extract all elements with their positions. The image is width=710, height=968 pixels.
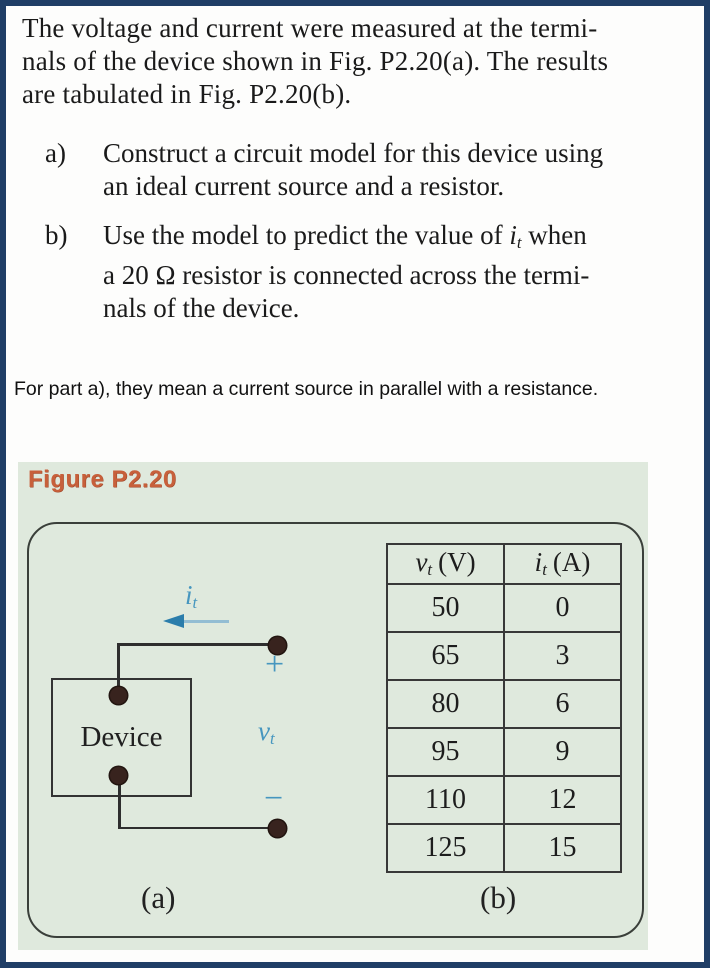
- voltage-label: vt: [258, 716, 275, 749]
- current-arrow-shaft: [181, 620, 229, 623]
- table-row: 95 9: [387, 728, 621, 776]
- device-label: Device: [80, 721, 163, 753]
- part-a-marker: a): [45, 138, 66, 168]
- intro-line: are tabulated in Fig. P2.20(b).: [22, 79, 352, 109]
- problem-intro: [22, 12, 662, 111]
- intro-line: nals of the device shown in Fig. P2.20(a). The results: [22, 46, 609, 76]
- instructor-note: For part a), they mean a current source in parallel with a resistance.: [14, 378, 599, 400]
- measurement-table: [386, 543, 622, 873]
- plus-sign: +: [265, 646, 285, 683]
- header-vt: vt (V): [387, 544, 504, 584]
- part-b-line: nals of the device.: [103, 293, 300, 324]
- part-a-line: an ideal current source and a resistor.: [103, 171, 505, 201]
- table-row: 65 3: [387, 632, 621, 680]
- minus-sign: −: [264, 780, 284, 817]
- intro-line: The voltage and current were measured at the termi-: [22, 13, 598, 43]
- current-arrow-head-icon: [163, 614, 184, 628]
- table-header-row: [387, 544, 621, 584]
- caption-a: (a): [141, 880, 176, 915]
- table-row: 125 15: [387, 824, 621, 872]
- part-b: [45, 219, 645, 325]
- part-b-line: Use the model to predict the value of it when: [103, 220, 587, 253]
- device-bottom-terminal-dot: [110, 767, 127, 784]
- table-row: 50 0: [387, 584, 621, 632]
- current-label: it: [185, 580, 198, 613]
- wire-bottom-horizontal: [118, 827, 278, 830]
- wire-top-horizontal: [117, 643, 278, 646]
- header-it: it (A): [504, 544, 621, 584]
- it-symbol: i: [509, 220, 517, 250]
- part-b-marker: b): [45, 220, 68, 250]
- device-top-terminal-dot: [110, 687, 127, 704]
- part-b-line: a 20 Ω resistor is connected across the termi-: [103, 260, 590, 291]
- bottom-terminal-dot: [269, 820, 286, 837]
- table-row: 80 6: [387, 680, 621, 728]
- part-a-line: Construct a circuit model for this device using: [103, 138, 604, 168]
- table-row: 110 12: [387, 776, 621, 824]
- figure-panel: [18, 462, 648, 950]
- caption-b: (b): [480, 880, 517, 915]
- part-a: [45, 137, 645, 203]
- figure-title: Figure P2.20: [28, 466, 177, 493]
